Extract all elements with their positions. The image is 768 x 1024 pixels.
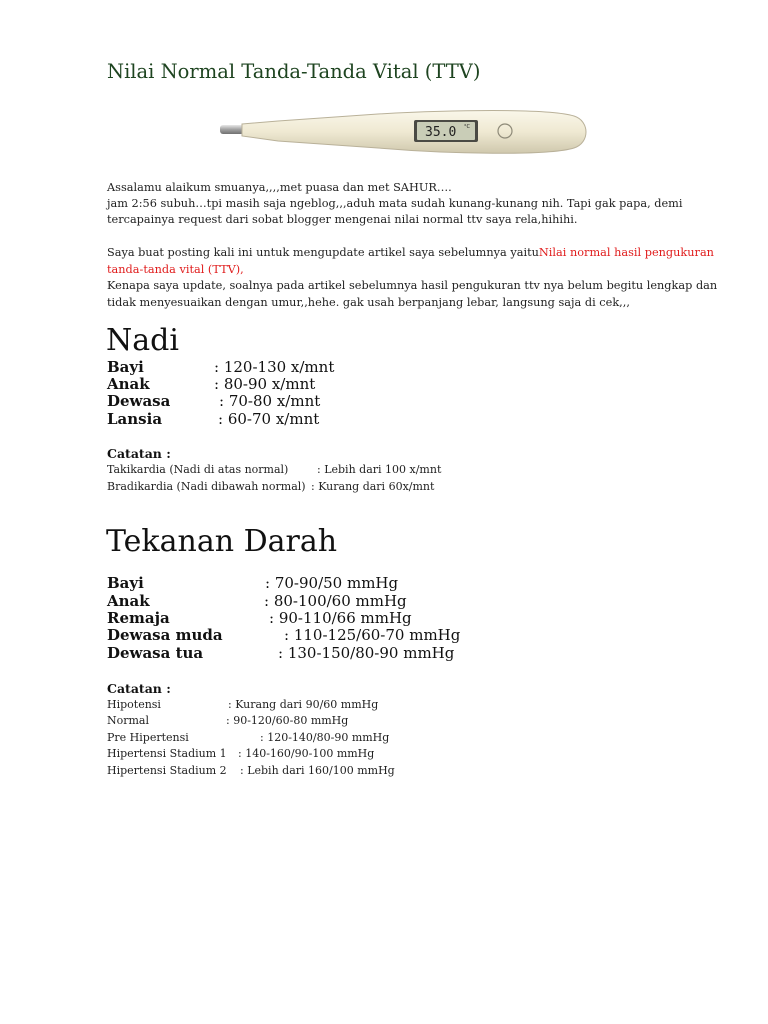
thermometer-reading: 35.0 [425,125,457,140]
tekanan-row-label: Dewasa tua [107,644,204,662]
nadi-row-label: Lansia [107,410,163,428]
intro-p2-text: Saya buat posting kali ini untuk mengupdate artikel saya sebelumnya yaitu [107,246,539,259]
nadi-note [107,479,435,496]
tekanan-note-label: Hipertensi Stadium 2 [107,764,227,777]
nadi-row [107,358,335,376]
tekanan-note [107,713,349,730]
nadi-row-value: : 60-70 x/mnt [218,410,320,428]
nadi-row-value: : 80-90 x/mnt [214,375,316,393]
tekanan-note-value: : Lebih dari 160/100 mmHg [240,764,395,777]
tekanan-row-value: : 90-110/66 mmHg [269,609,412,627]
tekanan-row-value: : 80-100/60 mmHg [264,592,407,610]
previous-article-link[interactable]: Nilai normal hasil pengukuran [538,246,714,259]
nadi-row-value: : 120-130 x/mnt [214,358,335,376]
previous-article-link-cont[interactable]: tanda-tanda vital (TTV), [107,263,244,276]
nadi-note-label: Bradikardia (Nadi dibawah normal) [107,480,306,493]
tekanan-heading: Tekanan Darah [106,524,338,559]
tekanan-row [107,609,412,627]
tekanan-note [107,746,375,763]
tekanan-note-value: : 120-140/80-90 mmHg [260,731,390,744]
tekanan-note-value: : Kurang dari 90/60 mmHg [228,698,379,711]
nadi-row [107,392,321,410]
thermometer-image [218,108,590,158]
nadi-row-label: Dewasa [107,392,171,410]
tekanan-note-label: Normal [107,714,150,727]
tekanan-row [107,592,407,610]
tekanan-note-label: Hipertensi Stadium 1 [107,747,227,760]
thermometer-unit: °C [464,124,470,130]
nadi-note-heading: Catatan : [107,446,171,461]
nadi-heading: Nadi [106,323,179,358]
intro-p2-line-3: Kenapa saya update, soalnya pada artikel sebelumnya hasil pengukuran ttv nya belum begitu lengkap dan [107,279,718,292]
tekanan-row [107,644,455,662]
tekanan-row-label: Anak [107,592,150,610]
tekanan-row-value: : 110-125/60-70 mmHg [284,626,461,644]
tekanan-row [107,626,461,644]
tekanan-note-value: : 140-160/90-100 mmHg [238,747,375,760]
nadi-row [107,410,320,428]
nadi-note-value: : Lebih dari 100 x/mnt [317,463,442,476]
tekanan-note [107,730,390,747]
intro-line-1: Assalamu alaikum smuanya,,,,met puasa dan met SAHUR…. [107,181,452,194]
nadi-note-value: : Kurang dari 60x/mnt [311,480,435,493]
nadi-row [107,375,316,393]
nadi-row-label: Anak [107,375,150,393]
nadi-row-value: : 70-80 x/mnt [219,392,321,410]
tekanan-note-label: Pre Hipertensi [107,731,189,744]
tekanan-note-value: : 90-120/60-80 mmHg [226,714,349,727]
tekanan-row-value: : 70-90/50 mmHg [265,574,399,592]
tekanan-note-label: Hipotensi [107,698,161,711]
tekanan-note-heading: Catatan : [107,681,171,696]
tekanan-row-label: Dewasa muda [107,626,223,644]
nadi-note [107,462,442,479]
tekanan-row-value: : 130-150/80-90 mmHg [278,644,455,662]
tekanan-row [107,574,399,592]
page-title: Nilai Normal Tanda-Tanda Vital (TTV) [107,60,481,83]
thermometer-tip [220,125,244,134]
tekanan-row-label: Bayi [107,574,144,592]
intro-p2-line-4: tidak menyesuaikan dengan umur,,hehe. gak usah berpanjang lebar, langsung saja di cek,,, [107,296,630,309]
nadi-row-label: Bayi [107,358,144,376]
nadi-note-label: Takikardia (Nadi di atas normal) [107,463,289,476]
intro-line-2: jam 2:56 subuh…tpi masih saja ngeblog,,,aduh mata sudah kunang-kunang nih. Tapi gak papa, demi [107,197,683,210]
tekanan-note [107,697,379,714]
tekanan-row-label: Remaja [107,609,170,627]
intro-p2-line-1 [107,245,714,262]
tekanan-note [107,763,395,780]
intro-line-3: tercapainya request dari sobat blogger mengenai nilai normal ttv saya rela,hihihi. [107,213,578,226]
